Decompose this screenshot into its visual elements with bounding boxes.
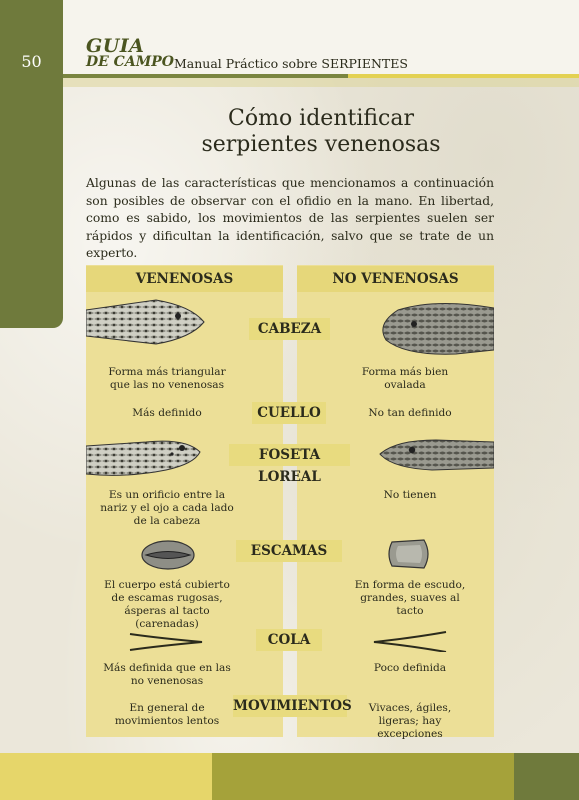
header-subtitle: Manual Práctico sobre SERPIENTES [174, 56, 408, 71]
title-line-1: Cómo identificar [228, 106, 414, 131]
row-label-cola: COLA [256, 629, 322, 651]
cola-venomous-text: Más definida que en las no venenosas [103, 662, 231, 687]
footer-band-olive-dark [514, 753, 579, 800]
foseta-venomous-text: Es un orificio entre la nariz y el ojo a cada lado de la cabeza [100, 489, 234, 527]
cuello-venomous-text: Más definido [132, 407, 202, 419]
row-label-foseta-loreal: FOSETA LOREAL [229, 444, 350, 466]
brand-de-campo: DE CAMPO [86, 54, 174, 70]
smooth-scale-illustration [384, 536, 434, 572]
footer-band-yellow [0, 753, 212, 800]
row-label-movimientos: MOVIMIENTOS [233, 695, 347, 717]
venomous-side-head-illustration [86, 434, 202, 482]
escamas-venomous-text: El cuerpo está cubierto de escamas rugosas, ásperas al tacto (carenadas) [104, 579, 230, 630]
brand-guia: GUIA [86, 35, 145, 57]
defined-tail-illustration [128, 630, 204, 652]
movimientos-non-venomous-text: Vivaces, ágiles, ligeras; hay excepciones [368, 702, 452, 740]
row-label-cabeza: CABEZA [249, 318, 330, 340]
row-label-escamas: ESCAMAS [236, 540, 342, 562]
cabeza-venomous-text: Forma más triangular que las no venenosas [108, 366, 226, 391]
non-venomous-side-head-illustration [376, 432, 494, 476]
foseta-non-venomous-text: No tienen [383, 489, 437, 501]
non-venomous-heading: NO VENENOSAS [297, 266, 494, 292]
page-number: 50 [21, 52, 42, 71]
cuello-non-venomous-text: No tan definido [368, 407, 452, 419]
non-venomous-head-illustration [376, 300, 494, 360]
venomous-heading: VENENOSAS [86, 266, 283, 292]
keeled-scale-illustration [140, 538, 196, 572]
cabeza-non-venomous-text: Forma más bien ovalada [361, 366, 449, 391]
header-rule-pale [63, 78, 579, 87]
footer-band-olive-light [212, 753, 514, 800]
intro-paragraph: Algunas de las características que mencionamos a continuación son posibles de observar con el ofidio en la mano. En libertad, como es sabido, los movimientos de las serpientes suelen ser rápidos y dificultan la identificación, salvo que se trate de un experto. [86, 176, 494, 260]
cola-non-venomous-text: Poco definida [373, 662, 447, 674]
side-color-bar [0, 0, 63, 328]
movimientos-venomous-text: En general de movimientos lentos [114, 702, 220, 727]
page-title [63, 106, 579, 158]
tapering-tail-illustration [372, 630, 448, 652]
row-label-cuello: CUELLO [252, 402, 326, 424]
title-line-2: serpientes venenosas [201, 132, 441, 157]
escamas-non-venomous-text: En forma de escudo, grandes, suaves al tacto [354, 579, 466, 617]
venomous-head-illustration [86, 298, 206, 348]
